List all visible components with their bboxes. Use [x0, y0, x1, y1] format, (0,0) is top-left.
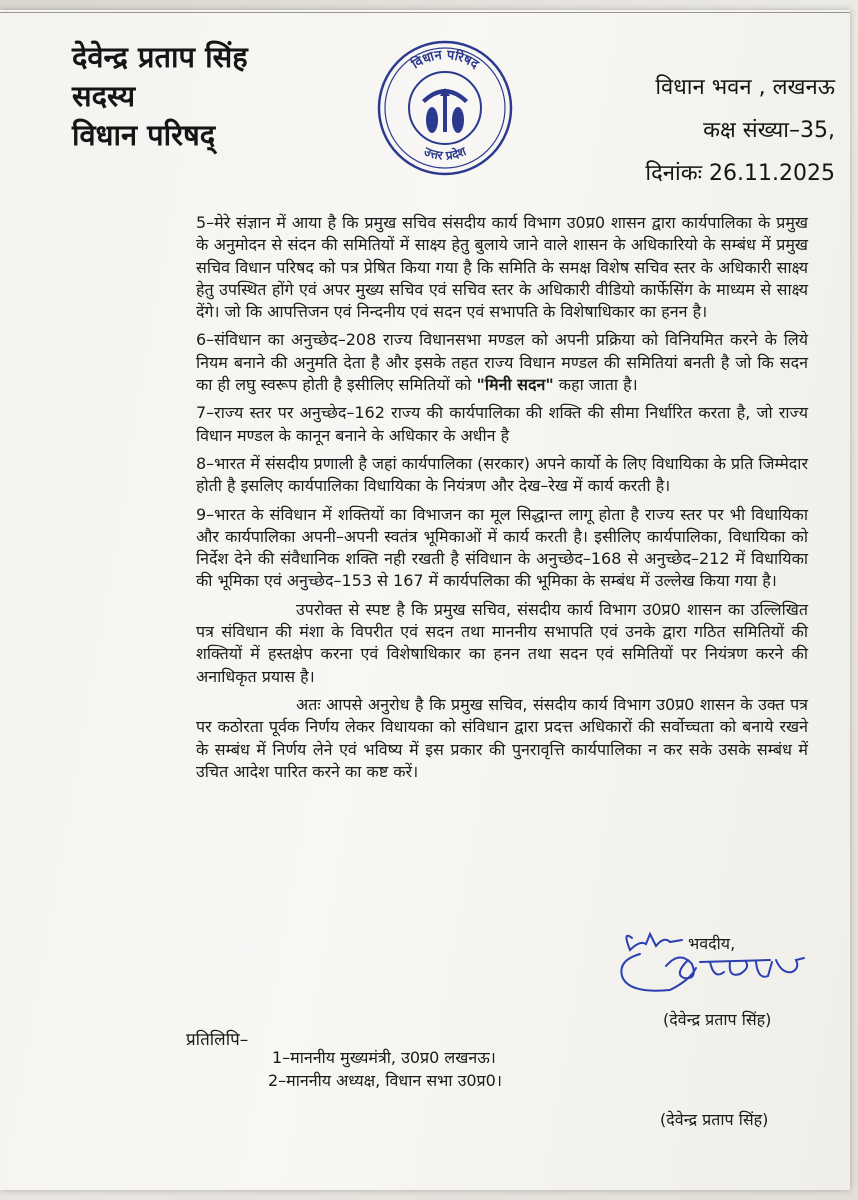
- closing-text: भवदीय,: [688, 934, 736, 953]
- paragraph-7: 7–राज्य स्तर पर अनुच्छेद–162 राज्य की कार्यपालिका की शक्ति की सीमा निर्धारित करता है, जो राज्य विधान मण्डल के कानून बनाने के अधिकार के अधीन है: [196, 403, 808, 445]
- paragraph-6-text: 6–संविधान का अनुच्छेद–208 राज्य विधानसभा मण्डल को अपनी प्रक्रिया को विनियमित करने के लिये नियम बनाने की अनुमति देता है और इसके तहत राज्य विधान मण्डल की समितियां बनती है जो कि सदन का ही लघु स्वरूप होती है इसीलिए समितियों को: [196, 330, 808, 395]
- letter-body: [196, 212, 808, 789]
- sender-house: विधान परिषद्: [72, 118, 216, 152]
- paragraph-6-end: कहा जाता है।: [558, 375, 638, 395]
- svg-text:विधान परिषद: [408, 48, 482, 73]
- paragraph-request: अतः आपसे अनुरोध है कि प्रमुख सचिव, संसदीय कार्य विभाग उ0प्र0 शासन के उक्त पत्र पर कठोरता पूर्वक निर्णय लेकर विधायका को संविधान द्वारा प्रदत्त अधिकारों की सर्वोच्चता को बनाये रखने के सम्बंध में निर्णय लेने एवं भविष्य में इस प्रकार की पुनरावृत्ति कार्यपालिका न कर सके उसके सम्बंध में उचित आदेश पारित करने का कष्ट करें।: [196, 694, 808, 781]
- sender-role: सदस्य: [72, 79, 136, 113]
- paragraph-8: 8–भारत में संसदीय प्रणाली है जहां कार्यपालिका (सरकार) अपने कार्यो के लिए विधायिका के प्रति जिम्मेदार होती है इसलिए कार्यपालिका विधायिका के नियंत्रण और देख–रेख में कार्य करती है।: [196, 453, 808, 496]
- paper-edge: [0, 12, 850, 13]
- letter-date: दिनांकः 26.11.2025: [645, 161, 835, 186]
- paragraph-9: 9–भारत के संविधान में शक्तियों का विभाजन का मूल सिद्धान्त लागू होता है राज्य स्तर पर भी विधायिका और कार्यपालिका अपनी–अपनी स्वतंत्र भूमिकाओं में कार्य करती है। इसीलिए कार्यपालिका, विधायिका को निर्देश देने की संवैधानिक शक्ति नही रखती है संविधान के अनुच्छेद–168 से अनुच्छेद–212 में विधायिका की भूमिका एवं अनुच्छेद–153 से 167 में कार्यपलिका की भूमिका के सम्बंध में उल्लेख किया गया है।: [196, 504, 808, 591]
- emblem-top-text: विधान परिषद: [409, 47, 482, 73]
- sender-name: देवेन्द्र प्रताप सिंह: [72, 40, 248, 74]
- copy-item: 2–माननीय अध्यक्ष, विधान सभा उ0प्र0।: [268, 1071, 502, 1090]
- paragraph-5: 5–मेरे संज्ञान में आया है कि प्रमुख सचिव संसदीय कार्य विभाग उ0प्र0 शासन द्वारा कार्यपालिका के प्रमुख के अनुमोदन से संदन की समितियों में साक्ष्य हेतु बुलाये जाने वाले शासन के अधिकारियो के सम्बंध में प्रमुख सचिव विधान परिषद को पत्र प्रेषित किया गया है कि समिति के समक्ष विशेष सचिव स्तर के अधिकारी साक्ष्य हेतु उपस्थित होंगे एवं अपर मुख्य सचिव एवं सचिव स्तर के अधिकारी वीडियो कार्फेसिंग के माध्यम से साक्ष्य देंगे। जो कि आपत्तिजन एवं निन्दनीय एवं सदन एवं सभापति के विशेषाधिकार का हनन है।: [196, 213, 808, 322]
- emblem-bottom-text: उत्तर प्रदेश: [421, 144, 469, 163]
- address-block: [545, 66, 835, 195]
- copy-to-title: प्रतिलिपि–: [186, 1030, 249, 1050]
- signature-block: [600, 920, 820, 1030]
- paragraph-conclusion: उपरोक्त से स्पष्ट है कि प्रमुख सचिव, संसदीय कार्य विभाग उ0प्र0 शासन का उल्लिखित पत्र संविधान की मंशा के विपरीत एवं सदन तथा माननीय सभापति एवं उनके द्वारा गठित समितियों की शक्तियों में हस्तक्षेप करना एवं विशेषाधिकार का हनन तथा सदन एवं समितियों पर नियंत्रण करने की अनाधिकृत प्रयास है।: [196, 599, 808, 686]
- sender-block: [72, 38, 372, 155]
- footer-signatory-name: (देवेन्द्र प्रताप सिंह): [660, 1110, 769, 1129]
- signatory-name: (देवेन्द्र प्रताप सिंह): [663, 1010, 772, 1029]
- emblem-fish-bow-icon: [422, 88, 468, 133]
- room-number: कक्ष संख्या–35,: [703, 118, 835, 143]
- paragraph-6: [196, 329, 808, 396]
- address-building: विधान भवन , लखनऊ: [655, 75, 835, 100]
- copy-item: 1–माननीय मुख्यमंत्री, उ0प्र0 लखनऊ।: [272, 1048, 496, 1067]
- svg-text:उत्तर प्रदेश: [421, 144, 469, 163]
- council-emblem: [374, 34, 516, 182]
- mini-sadan-term: "मिनी सदन": [476, 375, 554, 395]
